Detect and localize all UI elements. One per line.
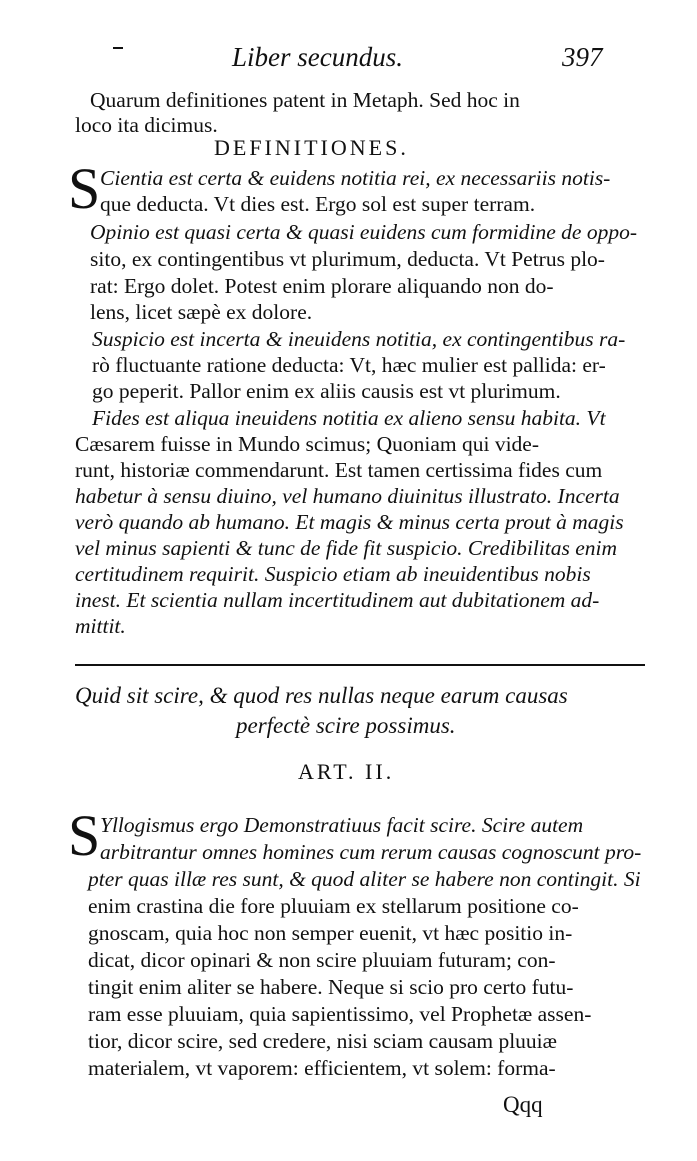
intro-line: loco ita dicimus. (75, 113, 218, 137)
section-divider (75, 664, 645, 666)
intro-line: Quarum definitiones patent in Metaph. Sed hoc in (90, 88, 520, 112)
drop-cap-initial: S (68, 803, 101, 868)
article-line: enim crastina die fore pluuiam ex stellarum positione co- (88, 894, 579, 918)
definition-line: Suspicio est incerta & ineuidens notitia, ex contingentibus ra- (92, 327, 626, 351)
definition-line: lens, licet sæpè ex dolore. (90, 300, 313, 324)
definition-line: rat: Ergo dolet. Potest enim plorare aliquando non do- (90, 274, 554, 298)
definition-line: vel minus sapienti & tunc de fide fit suspicio. Credibilitas enim (75, 536, 618, 560)
definition-line: mittit. (75, 614, 126, 638)
definition-line: sito, ex contingentibus vt plurimum, deducta. Vt Petrus plo- (90, 247, 605, 271)
definition-line: Fides est aliqua ineuidens notitia ex alieno sensu habita. Vt (92, 406, 606, 430)
definition-line: que deducta. Vt dies est. Ergo sol est super terram. (100, 192, 536, 216)
article-line: arbitrantur omnes homines cum rerum causas cognoscunt pro- (100, 840, 642, 864)
definition-line: Opinio est quasi certa & quasi euidens cum formidine de oppo- (90, 220, 637, 244)
article-line: Yllogismus ergo Demonstratiuus facit scire. Scire autem (100, 813, 584, 837)
definition-line: rò fluctuante ratione deducta: Vt, hæc mulier est pallida: er- (92, 353, 606, 377)
page-number: 397 (562, 42, 603, 72)
article-line: ram esse pluuiam, quia sapientissimo, vel Prophetæ assen- (88, 1002, 592, 1026)
definition-line: Cæsarem fuisse in Mundo scimus; Quoniam qui vide- (75, 432, 540, 456)
article-label: ART. II. (298, 759, 395, 784)
article-line: dicat, dicor opinari & non scire pluuiam futuram; con- (88, 948, 556, 972)
header-rule-mark (113, 47, 123, 49)
definition-line: runt, historiæ commendarunt. Est tamen certissima fides cum (75, 458, 603, 482)
definition-line: Cientia est certa & euidens notitia rei, ex necessariis notis- (100, 166, 611, 190)
definition-line: inest. Et scientia nullam incertitudinem aut dubitationem ad- (75, 588, 600, 612)
drop-cap-initial: S (68, 156, 101, 221)
article-title-line: perfectè scire possimus. (236, 713, 456, 738)
definition-line: habetur à sensu diuino, vel humano diuinitus illustrato. Incerta (75, 484, 620, 508)
article-title-line: Quid sit scire, & quod res nullas neque earum causas (75, 683, 568, 708)
running-title: Liber secundus. (232, 42, 403, 72)
article-line: tingit enim aliter se habere. Neque si scio pro certo futu- (88, 975, 574, 999)
article-line: tior, dicor scire, sed credere, nisi sciam causam pluuiæ (88, 1029, 558, 1053)
definition-line: verò quando ab humano. Et magis & minus certa prout à magis (75, 510, 624, 534)
article-line: materialem, vt vaporem: efficientem, vt solem: forma- (88, 1056, 556, 1080)
article-line: gnoscam, quia hoc non semper euenit, vt hæc positio in- (88, 921, 573, 945)
definition-line: certitudinem requirit. Suspicio etiam ab ineuidentibus nobis (75, 562, 591, 586)
section-heading: DEFINITIONES. (214, 135, 409, 160)
article-line: pter quas illæ res sunt, & quod aliter se habere non contingit. Si (88, 867, 641, 891)
catchword: Qqq (503, 1092, 543, 1117)
definition-line: go peperit. Pallor enim ex aliis causis est vt plurimum. (92, 379, 561, 403)
